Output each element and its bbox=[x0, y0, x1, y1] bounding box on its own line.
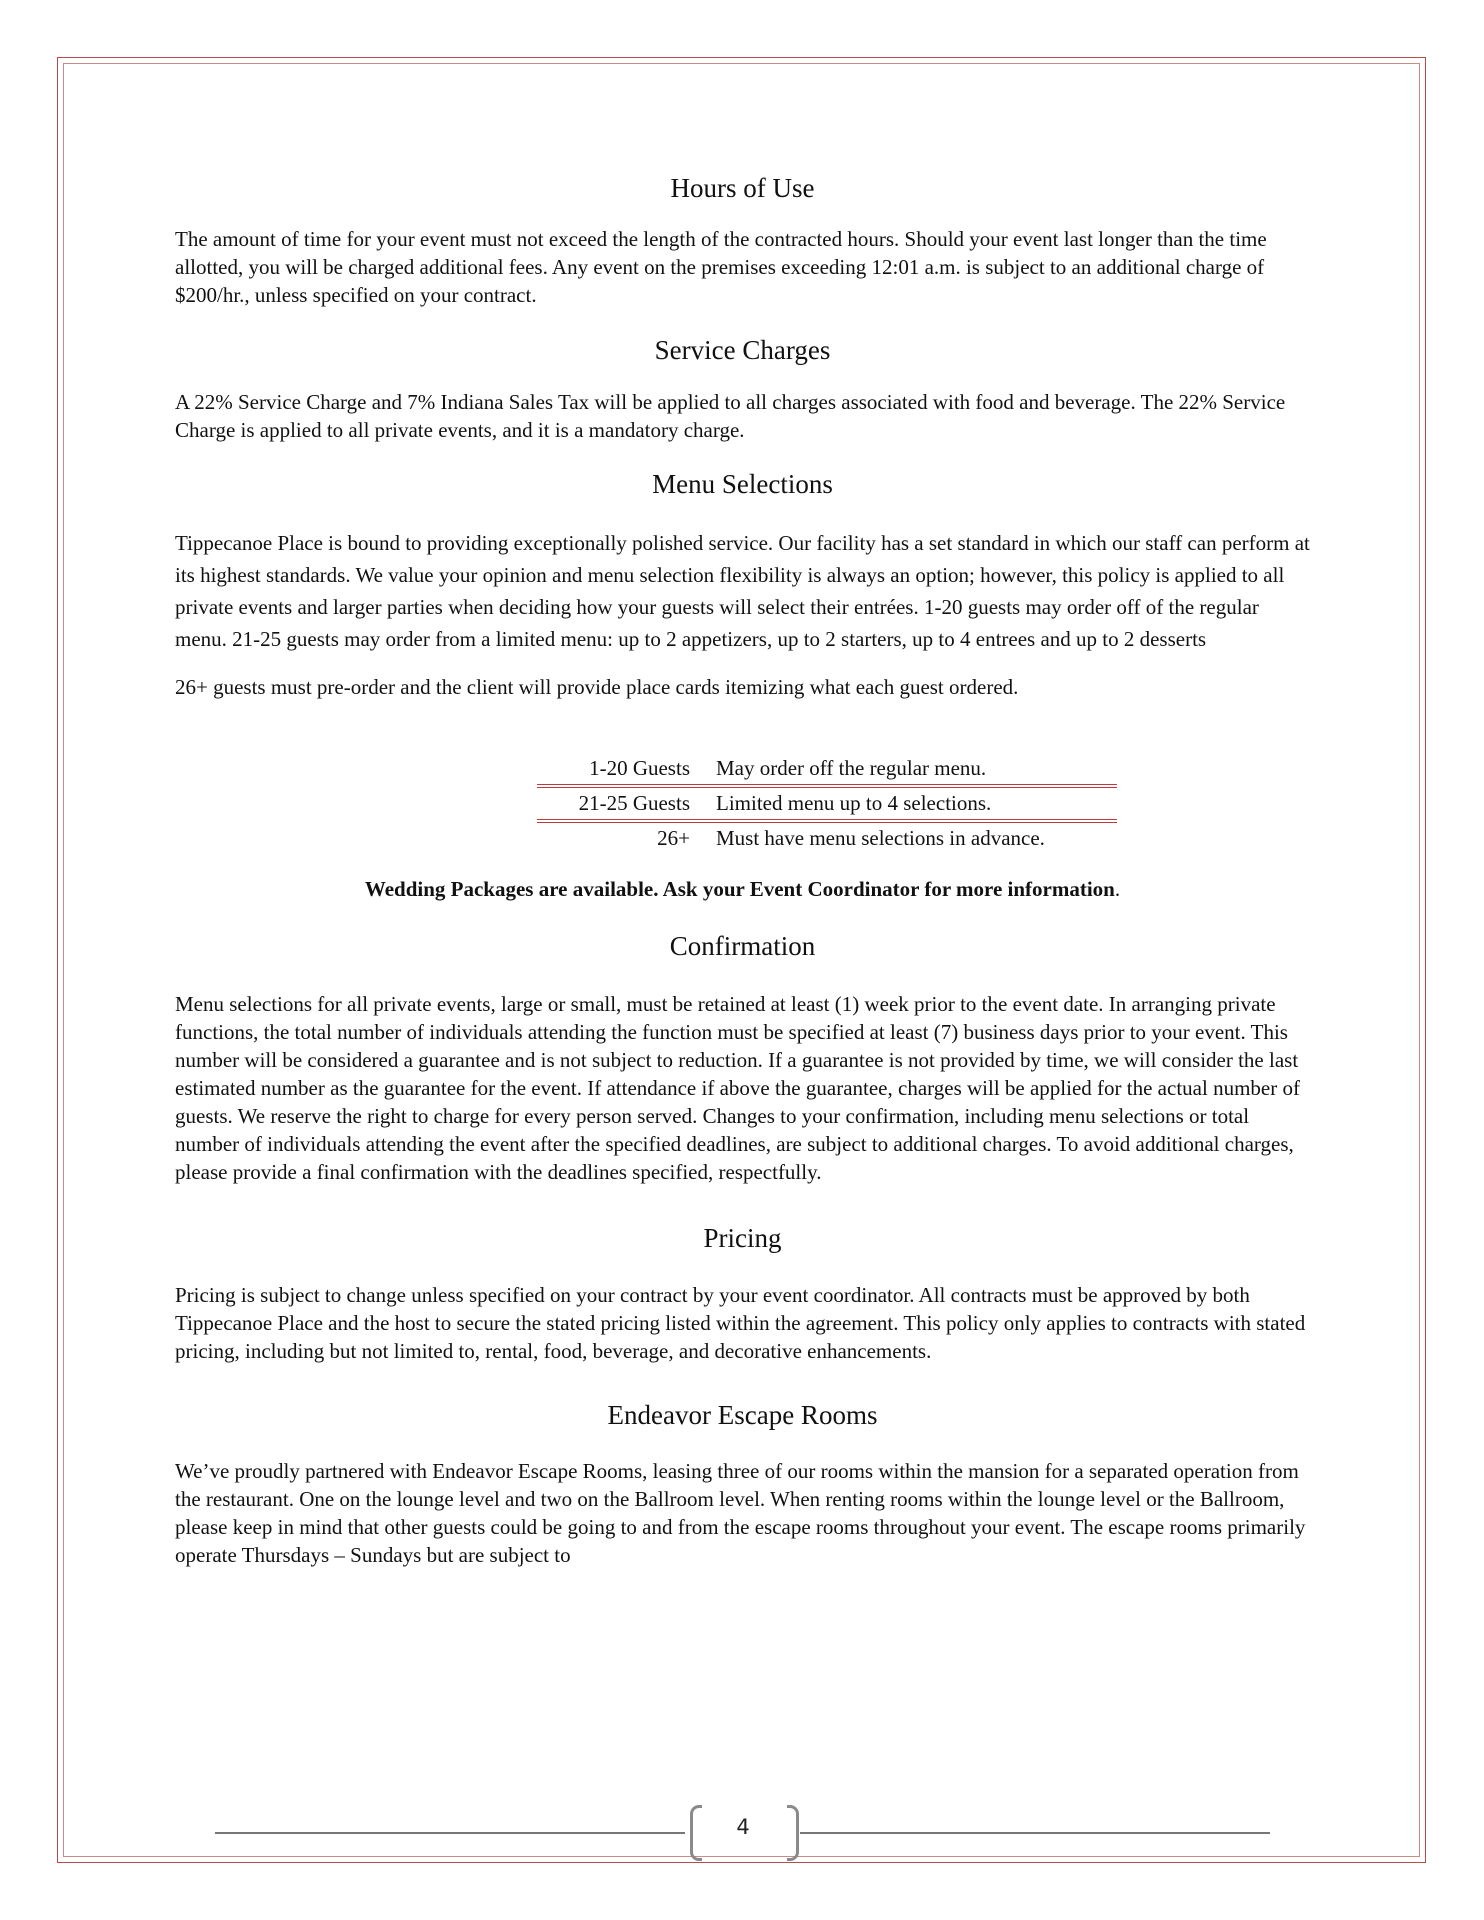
guest-range-cell: 1-20 Guests bbox=[537, 753, 716, 786]
paragraph-pricing: Pricing is subject to change unless specified on your contract by your event coordinator. All contracts must be approved by both Tippecanoe Place and the host to secure the stated pricing listed within the agreement. This policy only applies to contracts with stated pricing, including but not limited to, rental, food, beverage, and decorative enhancements. bbox=[175, 1282, 1306, 1363]
menu-policy-cell: Must have menu selections in advance. bbox=[716, 826, 1045, 851]
paragraph-service-charges: A 22% Service Charge and 7% Indiana Sales Tax will be applied to all charges associated with food and beverage. The 22% Service Charge is applied to all private events, and it is a mandatory charge. bbox=[175, 389, 1286, 442]
page-number: 4 bbox=[736, 1815, 750, 1839]
section-title-service-charges: Service Charges bbox=[654, 335, 831, 366]
guest-range-cell: 21-25 Guests bbox=[537, 786, 716, 821]
document-content bbox=[175, 172, 1310, 1569]
paragraph-menu-preorder: 26+ guests must pre-order and the client will provide place cards itemizing what each guest ordered. bbox=[175, 675, 1019, 700]
section-title-confirmation: Confirmation bbox=[669, 931, 816, 962]
guest-count-table bbox=[537, 753, 1117, 854]
wedding-packages-text: Wedding Packages are available. Ask your Event Coordinator for more information bbox=[364, 877, 1115, 902]
menu-policy-cell: May order off the regular menu. bbox=[716, 753, 1117, 786]
wedding-packages-period: . bbox=[1114, 877, 1121, 902]
paragraph-menu-selections: Tippecanoe Place is bound to providing exceptionally polished service. Our facility has a set standard in which our staff can perform at its highest standards. We value your opinion and menu selection flexibility is always an option; however, this policy is applied to all private events and larger parties when deciding how your guests will select their entrées. 1-20 guests may order off of the regular menu. 21-25 guests may order from a limited menu: up to 2 appetizers, up to 2 starters, up to 4 entrees and up to 2 desserts bbox=[175, 531, 1310, 652]
section-title-pricing: Pricing bbox=[703, 1222, 782, 1253]
page-footer bbox=[215, 1805, 1270, 1859]
table-row bbox=[537, 753, 1117, 786]
table-row bbox=[537, 786, 1117, 821]
footer-rule-left bbox=[215, 1832, 685, 1834]
paragraph-confirmation: Menu selections for all private events, large or small, must be retained at least (1) week prior to the event date. In arranging private functions, the total number of individuals attending the function must be specified at least (7) business days prior to your event. This number will be considered a guarantee and is not subject to reduction. If a guarantee is not provided by time, we will consider the last estimated number as the guarantee for the event. If attendance if above the guarantee, charges will be applied for the actual number of guests. We reserve the right to charge for every person served. Changes to your confirmation, including menu selections or total number of individuals attending the event after the specified deadlines, are subject to additional charges. To avoid additional charges, please provide a final confirmation with the deadlines specified, respectfully. bbox=[175, 991, 1300, 1184]
section-title-menu-selections: Menu Selections bbox=[652, 468, 833, 499]
paragraph-hours-of-use: The amount of time for your event must not exceed the length of the contracted hours. Should your event last longer than the time allotted, you will be charged additional fees. Any event on the premises exceeding 12:01 a.m. is subject to an additional charge of $200/hr., unless specified on your contract. bbox=[175, 227, 1267, 308]
right-bracket-icon bbox=[787, 1805, 799, 1861]
guest-range-cell: 26+ bbox=[657, 826, 690, 851]
menu-policy-cell: Limited menu up to 4 selections. bbox=[716, 786, 1117, 821]
section-title-escape-rooms: Endeavor Escape Rooms bbox=[607, 1399, 878, 1430]
footer-rule-right bbox=[800, 1832, 1270, 1834]
section-title-hours-of-use: Hours of Use bbox=[670, 173, 815, 203]
paragraph-escape-rooms: We’ve proudly partnered with Endeavor Escape Rooms, leasing three of our rooms within the mansion for a separated operation from the restaurant. One on the lounge level and two on the Ballroom level. When renting rooms within the lounge level or the Ballroom, please keep in mind that other guests could be going to and from the escape rooms throughout your event. The escape rooms primarily operate Thursdays – Sundays but are subject to bbox=[175, 1459, 1306, 1568]
wedding-packages-note bbox=[175, 877, 1310, 902]
left-bracket-icon bbox=[690, 1805, 702, 1861]
table-row bbox=[537, 821, 1117, 854]
